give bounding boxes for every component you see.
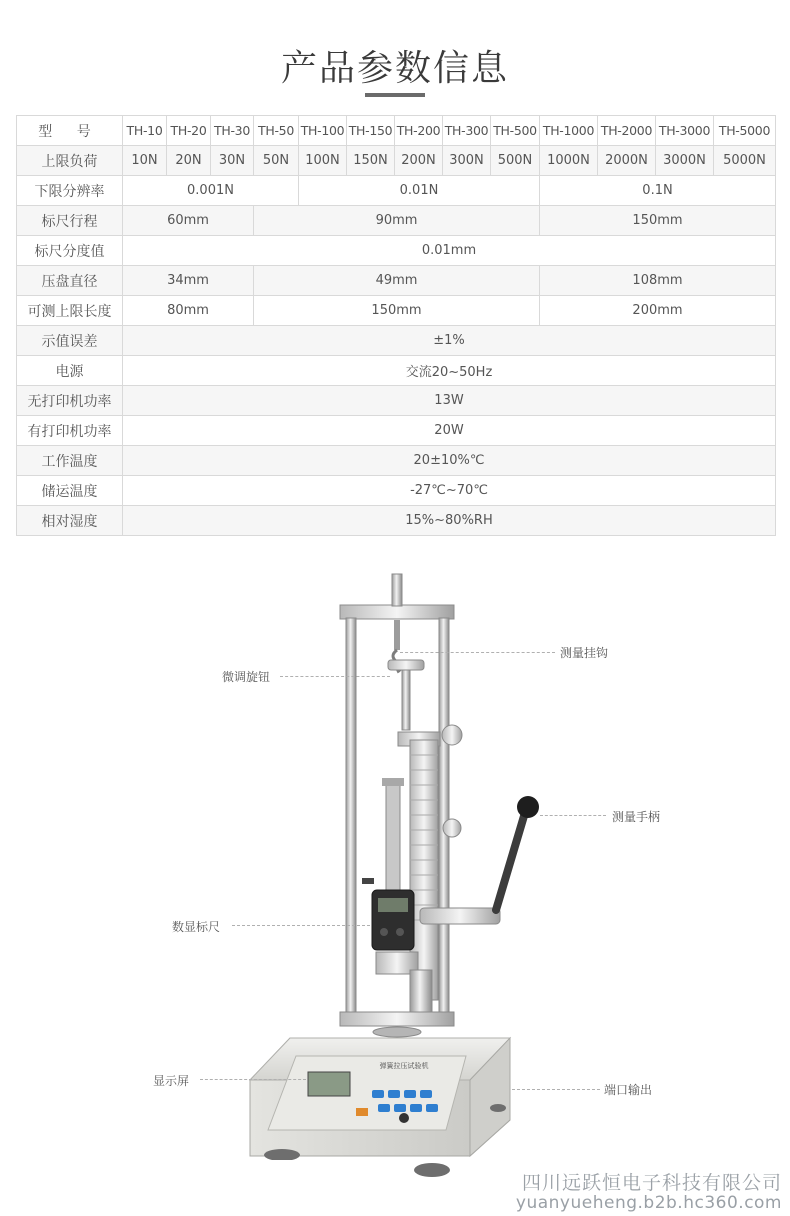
max-load-cell: 1000N [540,146,598,176]
max-load-cell: 3000N [656,146,714,176]
label-power: 电源 [17,356,123,386]
max-load-cell: 10N [123,146,167,176]
platen-cell: 108mm [540,266,776,296]
row-storage-temp [17,476,776,506]
model-cell: TH-2000 [598,116,656,146]
row-max-load [17,146,776,176]
model-cell: TH-10 [123,116,167,146]
label-humidity: 相对湿度 [17,506,123,536]
label-scale-div: 标尺分度值 [17,236,123,266]
platen-cell: 49mm [254,266,540,296]
max-load-cell: 200N [395,146,443,176]
storage-temp-cell: -27℃~70℃ [123,476,776,506]
model-cell: TH-20 [167,116,211,146]
humidity-cell: 15%~80%RH [123,506,776,536]
label-stroke: 标尺行程 [17,206,123,236]
machine-foot [414,1163,450,1177]
max-load-cell: 20N [167,146,211,176]
max-load-cell: 500N [491,146,540,176]
model-cell: TH-50 [254,116,299,146]
platen-cell: 34mm [123,266,254,296]
model-cell: TH-150 [347,116,395,146]
label-printer: 有打印机功率 [17,416,123,446]
label-no-printer: 无打印机功率 [17,386,123,416]
model-cell: TH-1000 [540,116,598,146]
label-storage-temp: 储运温度 [17,476,123,506]
row-max-length [17,296,776,326]
row-no-printer [17,386,776,416]
callout-knob: 微调旋钮 [222,670,271,684]
resolution-cell: 0.1N [540,176,776,206]
label-platen: 压盘直径 [17,266,123,296]
callout-screen: 显示屏 [153,1074,190,1088]
label-max-load: 上限负荷 [17,146,123,176]
label-model: 型 号 [17,116,123,146]
row-scale-div [17,236,776,266]
label-resolution: 下限分辨率 [17,176,123,206]
label-max-length: 可测上限长度 [17,296,123,326]
row-resolution [17,176,776,206]
model-cell: TH-300 [443,116,491,146]
max-load-cell: 50N [254,146,299,176]
callout-handle: 测量手柄 [612,810,661,824]
row-power [17,356,776,386]
row-model [17,116,776,146]
row-humidity [17,506,776,536]
model-cell: TH-100 [299,116,347,146]
model-cell: TH-500 [491,116,540,146]
watermark-site: yuanyueheng.b2b.hc360.com [515,1193,782,1213]
row-platen [17,266,776,296]
model-cell: TH-3000 [656,116,714,146]
row-stroke [17,206,776,236]
row-printer [17,416,776,446]
work-temp-cell: 20±10%℃ [123,446,776,476]
error-cell: ±1% [123,326,776,356]
power-cell: 交流20~50Hz [123,356,776,386]
max-length-cell: 80mm [123,296,254,326]
resolution-cell: 0.001N [123,176,299,206]
page-title: 产品参数信息 [280,48,509,89]
label-error: 示值误差 [17,326,123,356]
max-load-cell: 2000N [598,146,656,176]
panel-label: 弹簧拉压试验机 [379,1062,429,1070]
row-work-temp [17,446,776,476]
label-work-temp: 工作温度 [17,446,123,476]
max-load-cell: 100N [299,146,347,176]
printer-cell: 20W [123,416,776,446]
model-cell: TH-30 [211,116,254,146]
max-length-cell: 200mm [540,296,776,326]
row-error [17,326,776,356]
max-load-cell: 30N [211,146,254,176]
watermark-company: 四川远跃恒电子科技有限公司 [521,1172,782,1194]
model-cell: TH-5000 [714,116,776,146]
no-printer-cell: 13W [123,386,776,416]
spring-tester-illustration [0,560,790,1160]
stroke-cell: 150mm [540,206,776,236]
callout-hook: 测量挂钩 [560,646,609,660]
stroke-cell: 60mm [123,206,254,236]
callout-scale: 数显标尺 [172,920,221,934]
max-load-cell: 150N [347,146,395,176]
scale-div-cell: 0.01mm [123,236,776,266]
title-underline [365,93,425,97]
max-load-cell: 300N [443,146,491,176]
stroke-cell: 90mm [254,206,540,236]
max-length-cell: 150mm [254,296,540,326]
callout-port: 端口输出 [604,1083,653,1097]
resolution-cell: 0.01N [299,176,540,206]
max-load-cell: 5000N [714,146,776,176]
model-cell: TH-200 [395,116,443,146]
spec-table [16,115,776,536]
